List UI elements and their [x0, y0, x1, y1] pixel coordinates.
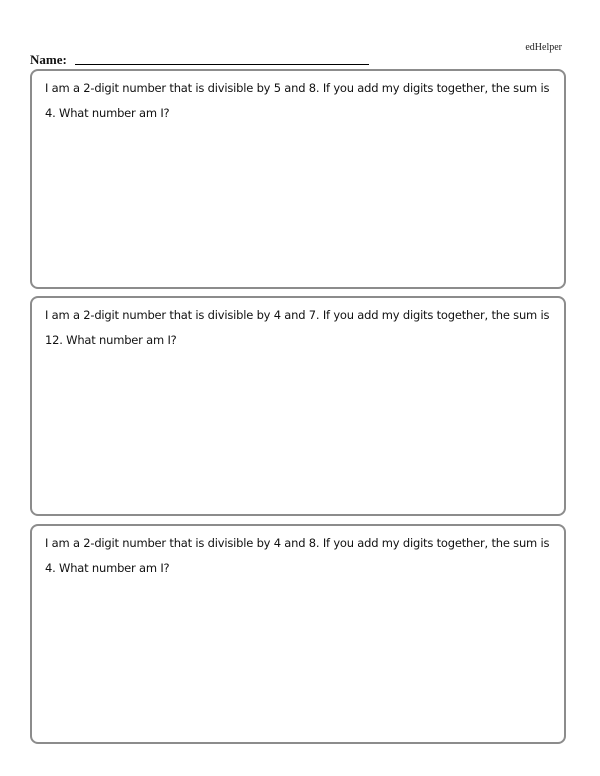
name-row — [30, 53, 369, 67]
name-field-line[interactable] — [75, 64, 369, 65]
problem-text-3: I am a 2-digit number that is divisible by 4 and 8. If you add my digits together, the sum is 4. What number am I? — [45, 536, 550, 575]
name-label: Name: — [30, 52, 67, 67]
problem-box-3[interactable] — [30, 524, 566, 744]
problem-text-1: I am a 2-digit number that is divisible by 5 and 8. If you add my digits together, the sum is 4. What number am I? — [45, 81, 550, 120]
problem-box-1[interactable] — [30, 69, 566, 289]
problem-box-2[interactable] — [30, 296, 566, 516]
problem-text-2: I am a 2-digit number that is divisible by 4 and 7. If you add my digits together, the sum is 12. What number am I? — [45, 308, 550, 347]
brand-label: edHelper — [525, 42, 562, 53]
